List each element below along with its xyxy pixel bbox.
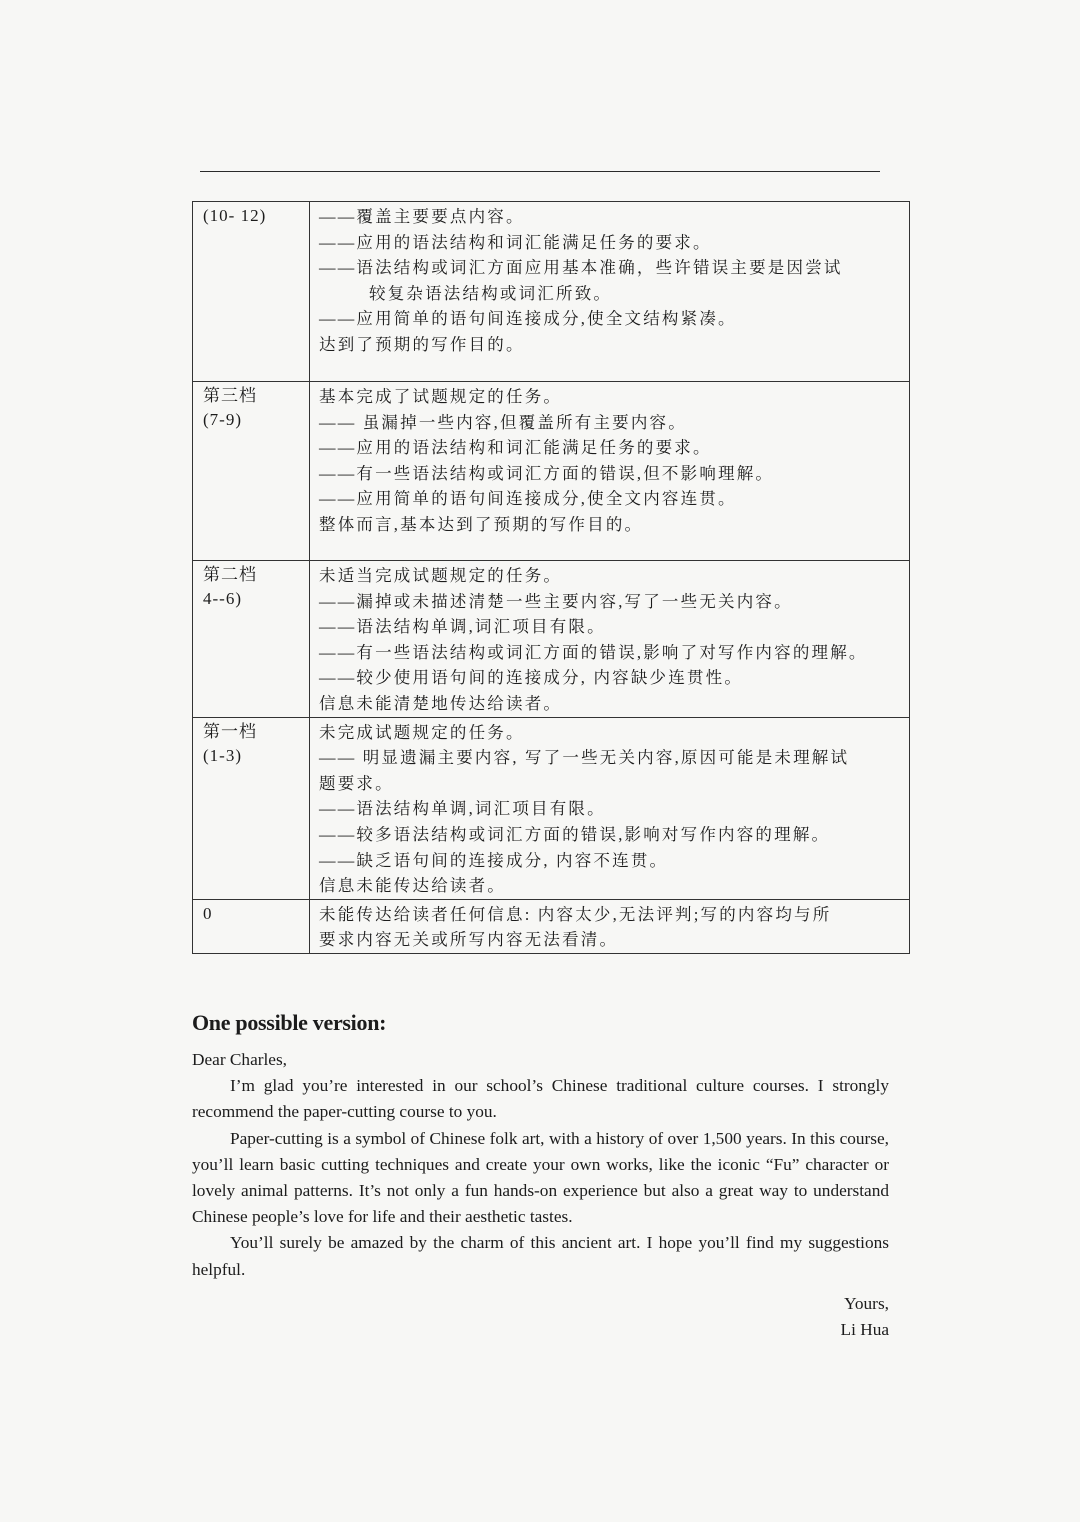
letter-paragraph: I’m glad you’re interested in our school’s Chinese traditional culture courses. I strongly recommend the paper-cutting course to you. <box>192 1076 889 1122</box>
criteria-line: ——较少使用语句间的连接成分, 内容缺少连贯性。 <box>319 668 744 688</box>
criteria-line: ——缺乏语句间的连接成分, 内容不连贯。 <box>319 850 669 870</box>
criteria-line: ——应用简单的语句间连接成分,使全文结构紧凑。 <box>319 309 737 329</box>
criteria-cell <box>310 561 910 718</box>
band-score-range: (7-9) <box>203 410 242 429</box>
band-cell <box>193 202 310 382</box>
letter-signature: Li Hua <box>840 1320 889 1340</box>
band-label: (10- 12) <box>203 206 267 225</box>
criteria-line: —— 虽漏掉一些内容,但覆盖所有主要内容。 <box>319 412 687 432</box>
band-cell <box>193 899 310 953</box>
scoring-rubric-table <box>192 201 910 954</box>
band-label: 第一档 <box>203 721 257 741</box>
criteria-line: ——有一些语法结构或词汇方面的错误,但不影响理解。 <box>319 463 775 483</box>
criteria-line: ——语法结构单调,词汇项目有限。 <box>319 617 606 637</box>
band-label: 第二档 <box>203 565 257 584</box>
criteria-cell <box>310 382 910 561</box>
criteria-summary: 整体而言,基本达到了预期的写作目的。 <box>319 514 644 534</box>
sample-heading: One possible version: <box>192 1010 387 1035</box>
criteria-line: 要求内容无关或所写内容无法看清。 <box>319 930 619 950</box>
band-cell <box>193 717 310 899</box>
criteria-cell <box>310 717 910 899</box>
table-row <box>193 561 910 718</box>
criteria-line: ——语法结构或词汇方面应用基本准确，些许错误主要是因尝试 <box>319 258 843 278</box>
criteria-cell <box>310 899 910 953</box>
criteria-heading: 未适当完成试题规定的任务。 <box>319 566 563 585</box>
criteria-line: —— 明显遗漏主要内容, 写了一些无关内容,原因可能是未理解试 <box>319 748 850 768</box>
letter-salutation: Dear Charles, <box>192 1050 288 1069</box>
header-rule <box>200 171 880 172</box>
criteria-line: ——应用的语法结构和词汇能满足任务的要求。 <box>319 438 712 458</box>
table-row <box>193 717 910 899</box>
table-row <box>193 899 910 953</box>
criteria-line: 较复杂语法结构或词汇所致。 <box>369 283 613 303</box>
band-score-range: (1-3) <box>203 745 242 765</box>
criteria-summary: 信息未能清楚地传达给读者。 <box>319 693 563 713</box>
criteria-summary: 达到了预期的写作目的。 <box>319 334 525 354</box>
band-cell <box>193 382 310 561</box>
band-score-range: 4--6) <box>203 589 242 608</box>
criteria-line: ——语法结构单调,词汇项目有限。 <box>319 799 606 819</box>
criteria-heading: 未完成试题规定的任务。 <box>319 722 525 742</box>
criteria-line: 题要求。 <box>319 773 394 793</box>
criteria-line: ——应用简单的语句间连接成分,使全文内容连贯。 <box>319 489 737 509</box>
band-label: 0 <box>203 903 213 923</box>
criteria-line: ——应用的语法结构和词汇能满足任务的要求。 <box>319 232 712 252</box>
table-row <box>193 202 910 382</box>
letter-closing: Yours, <box>844 1293 889 1313</box>
letter-paragraph: You’ll surely be amazed by the charm of this ancient art. I hope you’ll find my suggestions helpful. <box>192 1233 889 1279</box>
criteria-heading: 基本完成了试题规定的任务。 <box>319 387 563 406</box>
sample-essay <box>192 1008 889 1343</box>
criteria-summary: 信息未能传达给读者。 <box>319 876 506 896</box>
criteria-line: ——有一些语法结构或词汇方面的错误,影响了对写作内容的理解。 <box>319 642 868 662</box>
band-label: 第三档 <box>203 386 257 405</box>
criteria-line: ——覆盖主要要点内容。 <box>319 207 525 226</box>
criteria-line: ——较多语法结构或词汇方面的错误,影响对写作内容的理解。 <box>319 824 831 844</box>
table-row <box>193 382 910 561</box>
band-cell <box>193 561 310 718</box>
criteria-cell <box>310 202 910 382</box>
criteria-line: ——漏掉或未描述清楚一些主要内容,写了一些无关内容。 <box>319 591 793 611</box>
criteria-line: 未能传达给读者任何信息: 内容太少,无法评判;写的内容均与所 <box>319 904 832 924</box>
letter-paragraph: Paper-cutting is a symbol of Chinese folk art, with a history of over 1,500 years. In this course, you’ll learn basic cutting techniques and create your own works, like the iconic “Fu” character or lovely animal patterns. It’s not only a fun hands-on experience but also a great way to understand Chinese people’s love for life and their aesthetic tastes. <box>192 1128 889 1227</box>
